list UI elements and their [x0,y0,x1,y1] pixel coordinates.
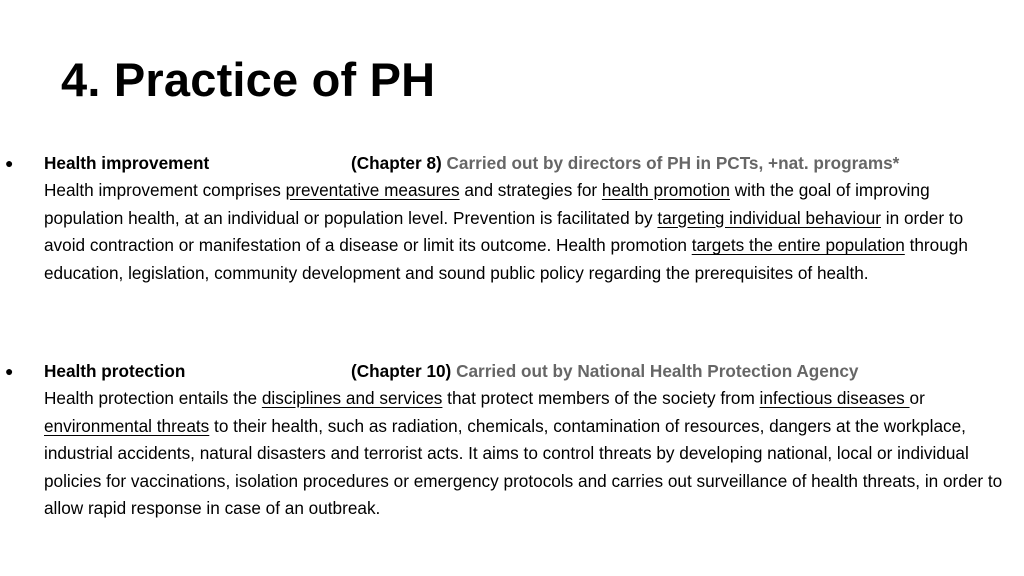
underlined-term: targeting individual behaviour [657,207,882,228]
underlined-term: targets the entire population [691,235,905,256]
bullet-heading [44,358,1004,385]
body-text: Health improvement comprises [44,180,286,200]
carried-out-note: Carried out by National Health Protection Agency [456,361,859,381]
body-text: that protect members of the society from [442,388,760,408]
chapter-reference [351,358,858,386]
chapter-reference [351,150,899,178]
body-text: in order to avoid contraction or manifestation of a disease or limit its outcome. Health promotion [44,207,964,256]
body-text: through education, legislation, community development and sound public policy regarding the prerequisites of health. [44,235,968,283]
underlined-term: disciplines and services [261,388,443,408]
underlined-term: infectious diseases [759,388,910,408]
bullet-label: Health protection [44,361,186,381]
bullet-heading [44,150,1004,177]
body-text: Health protection entails the [44,388,262,408]
chapter-label: (Chapter 10) [351,361,452,381]
body-text: with the goal of improving population health, at an individual or population level. Prevention is facilitated by [44,180,930,228]
chapter-label: (Chapter 8) [351,153,442,173]
bullet-dot-icon: ● [5,363,14,379]
bullet-label: Health improvement [44,153,210,173]
slide-title: 4. Practice of PH [61,53,436,106]
underlined-term: health promotion [601,180,730,200]
bullet-content [44,150,1004,287]
body-text: or [909,388,925,408]
body-text: and strategies for [459,180,602,200]
bullet-dot-icon: ● [5,155,14,171]
bullet-content [44,358,1004,523]
bullet-body [44,177,1004,287]
carried-out-note: Carried out by directors of PH in PCTs, +nat. programs* [446,153,900,173]
underlined-term: preventative measures [285,180,460,200]
underlined-term: environmental threats [44,415,210,436]
bullet-body [44,385,1004,523]
body-text: to their health, such as radiation, chemicals, contamination of resources, dangers at the workplace, industrial accidents, natural disasters and terrorist acts. It aims to control threats by developing national, local or individual policies for vaccinations, isolation procedures or emergency protocols and carries out surveillance of health threats, in order to allow rapid response in case of an outbreak. [44,415,1003,519]
